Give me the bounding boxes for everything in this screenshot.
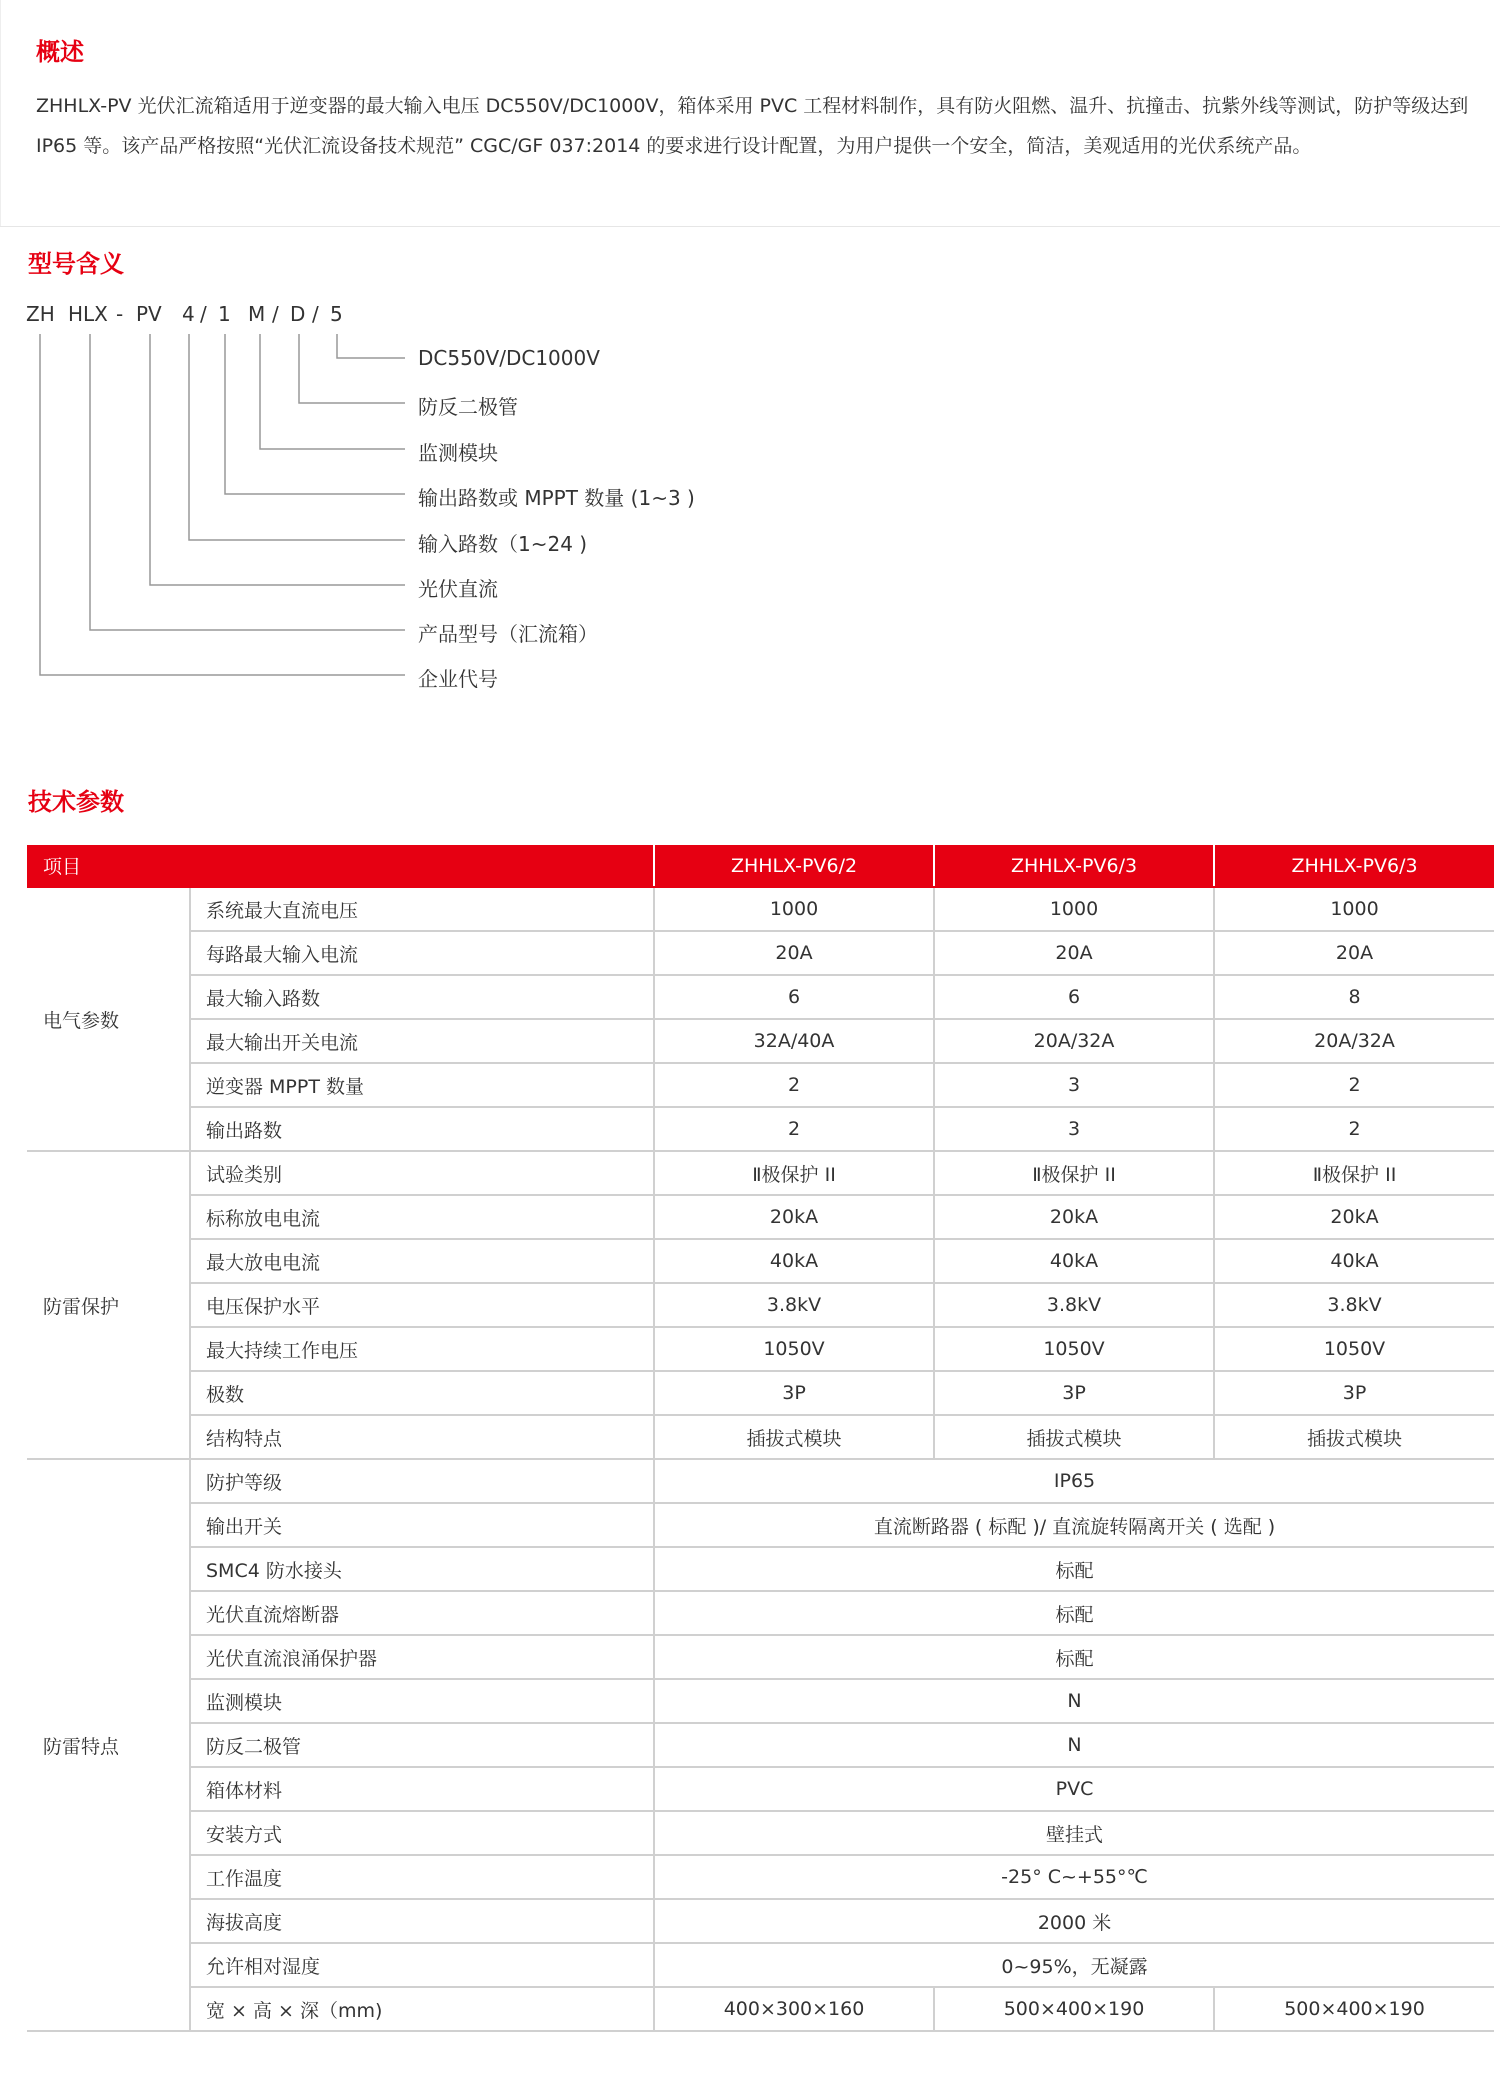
param-name: 箱体材料 (190, 1767, 654, 1811)
param-value: 500×400×190 (1214, 1987, 1494, 2031)
code-part-slash: / (200, 302, 207, 326)
param-name: 防护等级 (190, 1459, 654, 1503)
param-value: 3 (934, 1107, 1214, 1151)
table-row (27, 1899, 1494, 1943)
table-row (27, 887, 1494, 931)
param-value: IP65 (654, 1459, 1494, 1503)
param-value: 1000 (1214, 887, 1494, 931)
param-value: 插拔式模块 (654, 1415, 934, 1459)
leader-line-input (189, 334, 405, 540)
table-row (27, 1063, 1494, 1107)
param-value: 20A/32A (1214, 1019, 1494, 1063)
param-name: 最大输出开关电流 (190, 1019, 654, 1063)
code-part-output: 1 (218, 302, 231, 326)
param-value: 标配 (654, 1591, 1494, 1635)
param-name: 系统最大直流电压 (190, 887, 654, 931)
table-row (27, 1459, 1494, 1503)
meaning-diode: 防反二极管 (418, 395, 518, 419)
table-row (27, 1679, 1494, 1723)
param-value: 40kA (1214, 1239, 1494, 1283)
table-row (27, 1503, 1494, 1547)
table-row (27, 1019, 1494, 1063)
param-value: 20kA (654, 1195, 934, 1239)
code-part-voltage: 5 (330, 302, 343, 326)
table-row (27, 1327, 1494, 1371)
param-value: 40kA (934, 1239, 1214, 1283)
param-name: 允许相对湿度 (190, 1943, 654, 1987)
param-value: 标配 (654, 1547, 1494, 1591)
param-name: 监测模块 (190, 1679, 654, 1723)
param-value: -25° C~+55°℃ (654, 1855, 1494, 1899)
header-model: ZHHLX-PV6/2 (654, 845, 934, 887)
param-value: 3.8kV (654, 1283, 934, 1327)
meaning-company: 企业代号 (418, 667, 498, 691)
param-value: 3.8kV (934, 1283, 1214, 1327)
param-value: 插拔式模块 (1214, 1415, 1494, 1459)
param-name: 电压保护水平 (190, 1283, 654, 1327)
param-value: Ⅱ极保护 II (934, 1151, 1214, 1195)
table-row (27, 1239, 1494, 1283)
param-name: 安装方式 (190, 1811, 654, 1855)
leader-line-monitor (260, 334, 405, 449)
param-value: 3P (934, 1371, 1214, 1415)
overview-title: 概述 (36, 38, 84, 66)
param-name: 最大输入路数 (190, 975, 654, 1019)
meaning-product: 产品型号（汇流箱） (418, 622, 598, 646)
param-value: 20A/32A (934, 1019, 1214, 1063)
table-row (27, 975, 1494, 1019)
param-value: 2 (654, 1107, 934, 1151)
code-part-monitor: M (248, 302, 266, 326)
param-name: 标称放电电流 (190, 1195, 654, 1239)
code-part-slash: / (272, 302, 279, 326)
param-value: 1050V (1214, 1327, 1494, 1371)
table-row (27, 1591, 1494, 1635)
param-name: 输出路数 (190, 1107, 654, 1151)
spec-table-header-row (27, 845, 1494, 887)
param-name: 试验类别 (190, 1151, 654, 1195)
group-features: 防雷特点 (27, 1459, 190, 2031)
meaning-output: 输出路数或 MPPT 数量 (1~3 ) (418, 486, 695, 510)
group-lightning-protection: 防雷保护 (27, 1151, 190, 1459)
header-item: 项目 (27, 845, 654, 887)
table-row (27, 1987, 1494, 2031)
param-name: 最大持续工作电压 (190, 1327, 654, 1371)
table-row (27, 931, 1494, 975)
param-name: 防反二极管 (190, 1723, 654, 1767)
param-value: 0~95%，无凝露 (654, 1943, 1494, 1987)
param-value: 32A/40A (654, 1019, 934, 1063)
code-part-pv: PV (136, 302, 162, 326)
param-name: SMC4 防水接头 (190, 1547, 654, 1591)
code-part-dash: - (116, 302, 124, 326)
table-row (27, 1767, 1494, 1811)
table-row (27, 1151, 1494, 1195)
param-value: 3 (934, 1063, 1214, 1107)
param-value: 40kA (654, 1239, 934, 1283)
header-model: ZHHLX-PV6/3 (934, 845, 1214, 887)
table-row (27, 1855, 1494, 1899)
meaning-monitor: 监测模块 (418, 441, 498, 465)
meaning-input: 输入路数（1~24 ) (418, 532, 588, 556)
param-name: 极数 (190, 1371, 654, 1415)
table-row (27, 1283, 1494, 1327)
param-value: 1050V (934, 1327, 1214, 1371)
overview-text: ZHHLX-PV 光伏汇流箱适用于逆变器的最大输入电压 DC550V/DC1000V，箱体采用 PVC 工程材料制作，具有防火阻燃、温升、抗撞击、抗紫外线等测试，防护等级达到 IP65 等。该产品严格按照“光伏汇流设备技术规范” CGC/GF 037:2014 的要求进行设计配置，为用户提供一个安全，简洁，美观适用的光伏系统产品。 (36, 95, 1469, 157)
table-row (27, 1635, 1494, 1679)
param-name: 结构特点 (190, 1415, 654, 1459)
param-name: 输出开关 (190, 1503, 654, 1547)
param-value: 20kA (934, 1195, 1214, 1239)
param-value: 3P (1214, 1371, 1494, 1415)
table-row (27, 1371, 1494, 1415)
param-name: 每路最大输入电流 (190, 931, 654, 975)
param-value: 6 (934, 975, 1214, 1019)
model-leader-lines (0, 0, 1500, 720)
code-part-hlx: HLX (68, 302, 108, 326)
param-value: 壁挂式 (654, 1811, 1494, 1855)
table-row (27, 1811, 1494, 1855)
param-value: N (654, 1723, 1494, 1767)
table-row (27, 1547, 1494, 1591)
code-part-zh: ZH (26, 302, 55, 326)
param-value: PVC (654, 1767, 1494, 1811)
param-value: 20A (654, 931, 934, 975)
code-part-input: 4 (182, 302, 195, 326)
param-value: 1000 (654, 887, 934, 931)
table-row (27, 1107, 1494, 1151)
param-value: 2000 米 (654, 1899, 1494, 1943)
param-value: 6 (654, 975, 934, 1019)
meaning-voltage: DC550V/DC1000V (418, 346, 600, 370)
param-value: 2 (1214, 1107, 1494, 1151)
param-value: 400×300×160 (654, 1987, 934, 2031)
param-name: 工作温度 (190, 1855, 654, 1899)
param-name: 最大放电电流 (190, 1239, 654, 1283)
header-model: ZHHLX-PV6/3 (1214, 845, 1494, 887)
table-row (27, 1195, 1494, 1239)
code-part-slash: / (312, 302, 319, 326)
param-name: 海拔高度 (190, 1899, 654, 1943)
param-value: 8 (1214, 975, 1494, 1019)
param-value: 1000 (934, 887, 1214, 931)
spec-table (27, 845, 1494, 2032)
param-value: N (654, 1679, 1494, 1723)
param-value: 20A (934, 931, 1214, 975)
leader-line-diode (299, 334, 405, 403)
param-name: 光伏直流浪涌保护器 (190, 1635, 654, 1679)
table-row (27, 1415, 1494, 1459)
leader-line-company (40, 334, 405, 675)
param-value: 插拔式模块 (934, 1415, 1214, 1459)
param-value: 2 (654, 1063, 934, 1107)
param-value: Ⅱ极保护 II (654, 1151, 934, 1195)
code-part-diode: D (290, 302, 306, 326)
param-value: 20A (1214, 931, 1494, 975)
model-meaning-title: 型号含义 (28, 250, 124, 278)
param-value: Ⅱ极保护 II (1214, 1151, 1494, 1195)
param-value: 2 (1214, 1063, 1494, 1107)
leader-line-voltage (337, 334, 405, 358)
param-value: 直流断路器 ( 标配 )/ 直流旋转隔离开关 ( 选配 ) (654, 1503, 1494, 1547)
param-value: 20kA (1214, 1195, 1494, 1239)
table-row (27, 1943, 1494, 1987)
param-name: 逆变器 MPPT 数量 (190, 1063, 654, 1107)
param-value: 500×400×190 (934, 1987, 1214, 2031)
param-name: 光伏直流熔断器 (190, 1591, 654, 1635)
meaning-pv: 光伏直流 (418, 577, 498, 601)
param-name: 宽 × 高 × 深（mm) (190, 1987, 654, 2031)
param-value: 1050V (654, 1327, 934, 1371)
param-value: 3.8kV (1214, 1283, 1494, 1327)
param-value: 标配 (654, 1635, 1494, 1679)
tech-params-title: 技术参数 (28, 788, 124, 816)
table-row (27, 1723, 1494, 1767)
group-electrical: 电气参数 (27, 887, 190, 1151)
param-value: 3P (654, 1371, 934, 1415)
